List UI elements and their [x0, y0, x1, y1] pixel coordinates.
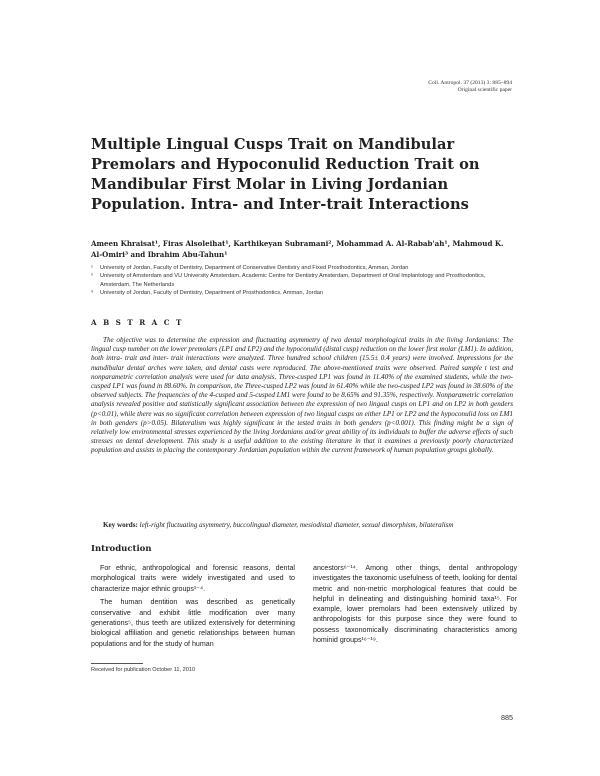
paragraph: ancestors⁶⁻¹⁴. Among other things, dental anthropology investigates the taxonomic usefulness of teeth, looking for dental metric and non-metric morphological features that could be helpful in delineating and distinguishing hominid taxa¹⁵. For example, lower premolars had been extensively utilized by anthropologists for this purpose since they were found to possess taxonomically discriminating characteristics among hominid groups¹⁶⁻¹⁹.: [313, 564, 517, 645]
paragraph: For ethnic, anthropological and forensic reasons, dental morphological traits were widely investigated and used to characterize major ethnic groups¹⁻⁴.: [91, 564, 295, 593]
affiliation-text: University of Amsterdam and VU University Amsterdam, Academic Centre for Dentistry Amsterdam, Department of Oral Implantology and Prosthodontics, Amsterdam, The Netherlands: [100, 273, 486, 288]
affiliation-number: ¹: [91, 265, 93, 271]
author-list: Ameen Khraisat¹, Firas Alsoleihat¹, Karthikeyan Subramani², Mohammad A. Al-Rabab'ah¹, Mahmoud K. Al-Omiri³ and Ibrahim Abu-Tahun¹: [91, 239, 504, 259]
article-type: Original scientific paper: [457, 87, 512, 93]
article-title: Multiple Lingual Cusps Trait on Mandibular Premolars and Hypoconulid Reduction Trait on Mandibular First Molar in Living Jordanian Population. Intra- and Inter-trait Interactions: [91, 136, 480, 213]
affiliation-item: [91, 272, 511, 289]
journal-reference: [428, 80, 512, 94]
abstract-body: The objective was to determine the expression and fluctuating asymmetry of two dental morphological traits in the living Jordanians: The lingual cusp number on the lower premolars (LP1 and LP2) and the hypoconulid (distal cusp) reduction on the lower first molar (LM1). In addition, both intra- trait and inter- trait interactions were analyzed. Three hundred school children (15.5± 0.4 years) were involved. Impressions for the mandibular dental arches were taken, and dental casts were reproduced. The above-mentioned traits were observed. Paired sample t test and nonparametric correlation analysis were used for data analysis. Three-cusped LP1 was found in 11.40% of the examined students, while the two-cusped LP1 was found in 88.60%. In comparison, the Three-cusped LP2 was found in 61.40% while the two-cusped LP2 was found in 38.60% of the observed subjects. The frequencies of the 4-cusped and 5-cusped LM1 were found to be 8.65% and 91.35%, respectively. Nonparametric correlation analysis revealed positive and statistically significant association between the expression of two lingual cusps on LP1 and on LP2 in both genders (p<0.01), while there was no significant correlation between expression of two lingual cusps on either LP1 or LP2 and the hypoconulid loss on LM1 in both genders (p>0.05). Bilateralism was highly significant in the tested traits in both genders (p<0.001). This finding might be a sign of relatively low environmental stresses experienced by the living Jordanians and/or great ability of its individuals to buffer the adverse effects of such stresses on dental development. This study is a useful addition to the existing literature in that it examines a previously poorly characterized population and assists in placing the contemporary Jordanian population within the current framework of human population groups globally.: [91, 336, 513, 455]
paragraph: The human dentition was described as genetically conservative and exhibit little modification over many generations⁵, thus teeth are utilized extensively for determining biological affiliation and genetic relationships between human populations and for the study of human: [91, 598, 295, 648]
keywords-label: Key words:: [103, 521, 138, 529]
affiliation-item: [91, 289, 511, 297]
affiliation-text: University of Jordan, Faculty of Dentistry, Department of Conservative Dentistry and Fixed Prosthodontics, Amman, Jordan: [100, 265, 409, 271]
affiliation-item: [91, 264, 511, 272]
affiliations: [91, 264, 511, 297]
journal-citation: Coll. Antropol. 37 (2013) 3: 885–894: [428, 80, 512, 86]
right-column: [313, 563, 517, 645]
keywords: [91, 521, 513, 530]
abstract-heading: A B S T R A C T: [91, 318, 184, 327]
page-number: 885: [501, 713, 513, 722]
affiliation-number: ³: [91, 289, 93, 296]
introduction-heading: Introduction: [91, 544, 152, 554]
affiliation-number: ²: [91, 273, 93, 280]
keywords-text: left-right fluctuating asymmetry, buccolingual diameter, mesiodistal diameter, sexual dimorphism, bilateralism: [137, 521, 454, 529]
left-column: [91, 563, 295, 649]
affiliation-text: University of Jordan, Faculty of Dentistry, Department of Prosthodontics, Amman, Jordan: [100, 289, 324, 296]
received-footnote: Received for publication October 11, 2010: [91, 667, 196, 673]
footnote-divider: [91, 663, 143, 664]
